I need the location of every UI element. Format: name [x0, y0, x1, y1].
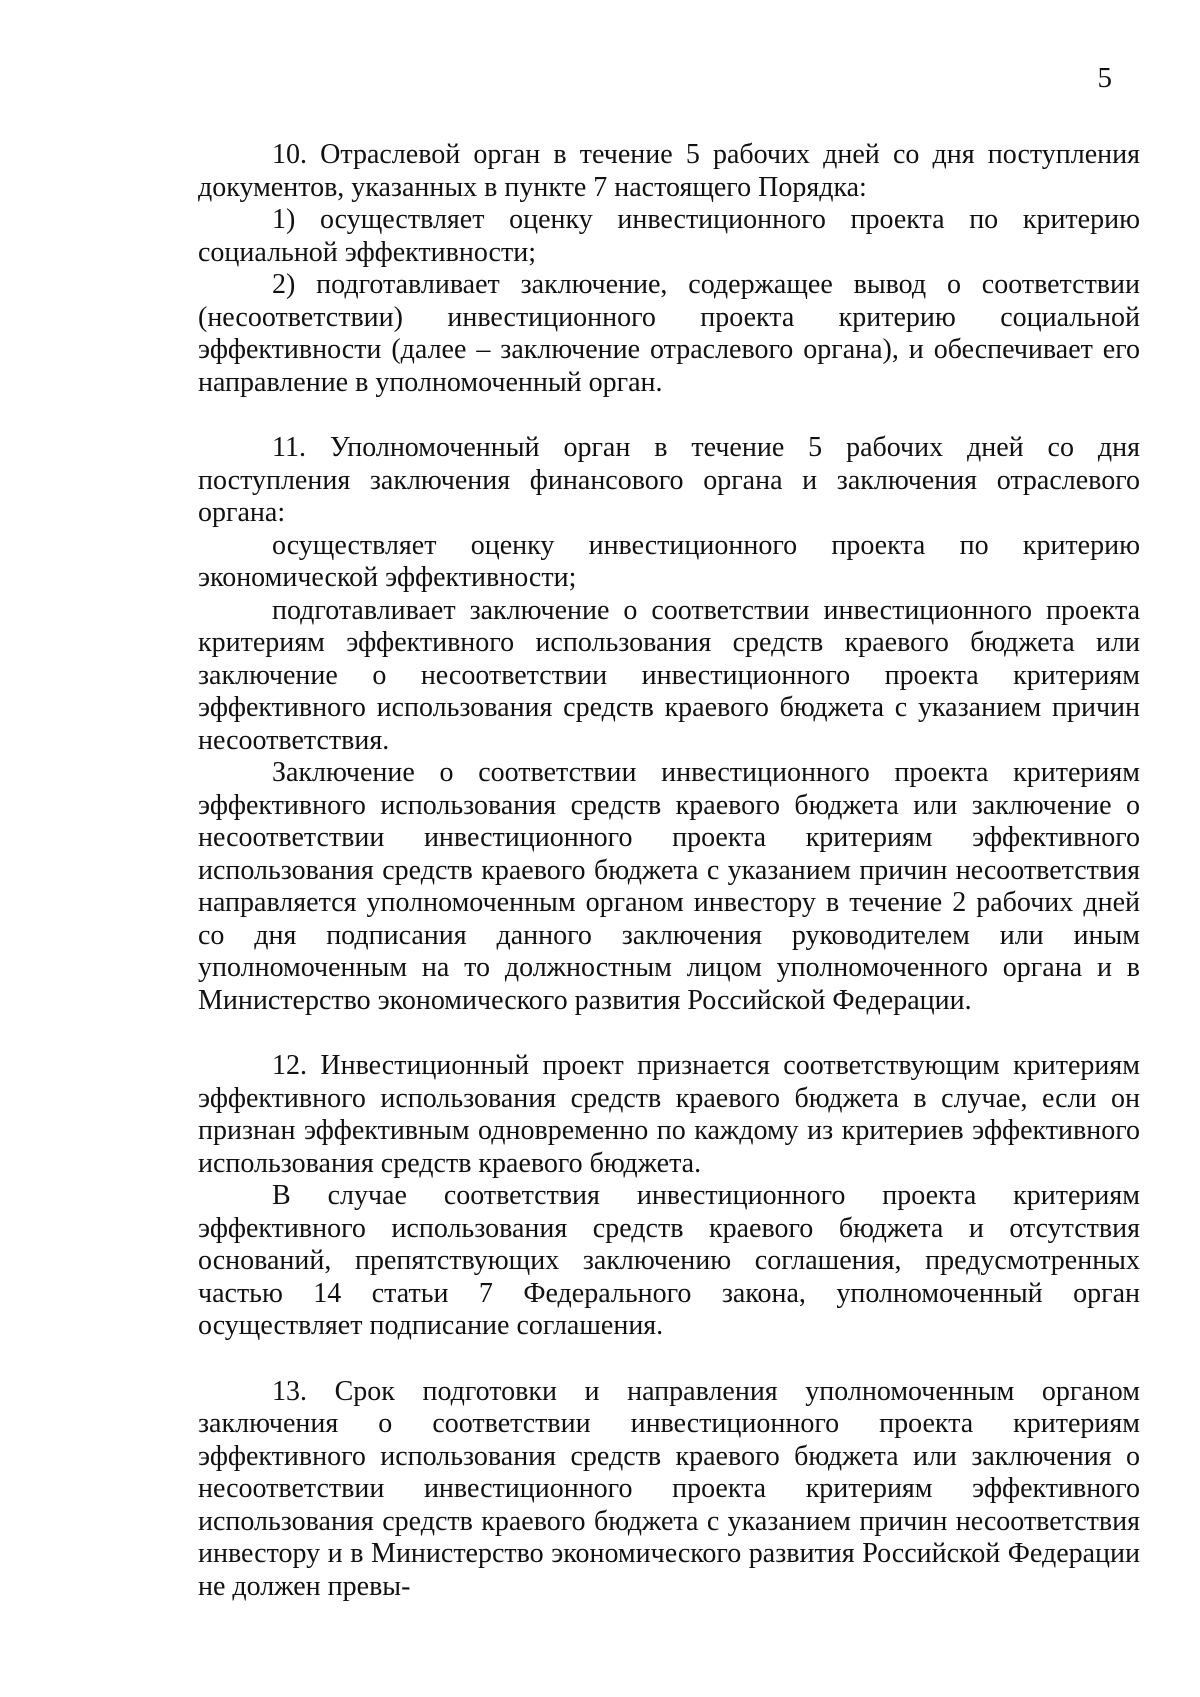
paragraph-12: 12. Инвестиционный проект признается соответствующим критериям эффективного использования средств краевого бюджета в случае, если он признан эффективным одновременно по каждому из критериев эффективного использования средств краевого бюджета.	[198, 1050, 1140, 1179]
page-number: 5	[1097, 62, 1112, 94]
paragraph-11: 11. Уполномоченный орган в течение 5 рабочих дней со дня поступления заключения финансового органа и заключения отраслевого органа:	[198, 432, 1140, 528]
paragraph-10: 10. Отраслевой орган в течение 5 рабочих дней со дня поступления документов, указанных в пункте 7 настоящего Порядка:	[198, 139, 1140, 203]
document-body	[198, 139, 1140, 1603]
paragraph-11-item-2: подготавливает заключение о соответствии инвестиционного проекта критериям эффективного использования средств краевого бюджета или заключение о несоответствии инвестиционного проекта критериям эффективного использования средств краевого бюджета с указанием причин несоответствия.	[198, 594, 1140, 756]
paragraph-11-note: Заключение о соответствии инвестиционного проекта критериям эффективного использования средств краевого бюджета или заключение о несоответствии инвестиционного проекта критериям эффективного использования средств краевого бюджета с указанием причин несоответствия направляется уполномоченным органом инвестору в течение 2 рабочих дней со дня подписания данного заключения руководителем или иным уполномоченным на то должностным лицом уполномоченного органа и в Министерство экономического развития Российской Федерации.	[198, 757, 1140, 1016]
paragraph-10-item-1: 1) осуществляет оценку инвестиционного проекта по критерию социальной эффективности;	[198, 204, 1140, 268]
paragraph-13: 13. Срок подготовки и направления уполномоченным органом заключения о соответствии инвестиционного проекта критериям эффективного использования средств краевого бюджета или заключения о несоответствии инвестиционного проекта критериям эффективного использования средств краевого бюджета с указанием причин несоответствия инвестору и в Министерство экономического развития Российской Федерации не должен превы-	[198, 1375, 1140, 1602]
paragraph-11-item-1: осуществляет оценку инвестиционного проекта по критерию экономической эффективности;	[198, 529, 1140, 593]
paragraph-10-item-2: 2) подготавливает заключение, содержащее вывод о соответствии (несоответствии) инвестиционного проекта критерию социальной эффективности (далее – заключение отраслевого органа), и обеспечивает его направление в уполномоченный орган.	[198, 269, 1140, 398]
paragraph-12-note: В случае соответствия инвестиционного проекта критериям эффективного использования средств краевого бюджета и отсутствия оснований, препятствующих заключению соглашения, предусмотренных частью 14 статьи 7 Федерального закона, уполномоченный орган осуществляет подписание соглашения.	[198, 1180, 1140, 1341]
